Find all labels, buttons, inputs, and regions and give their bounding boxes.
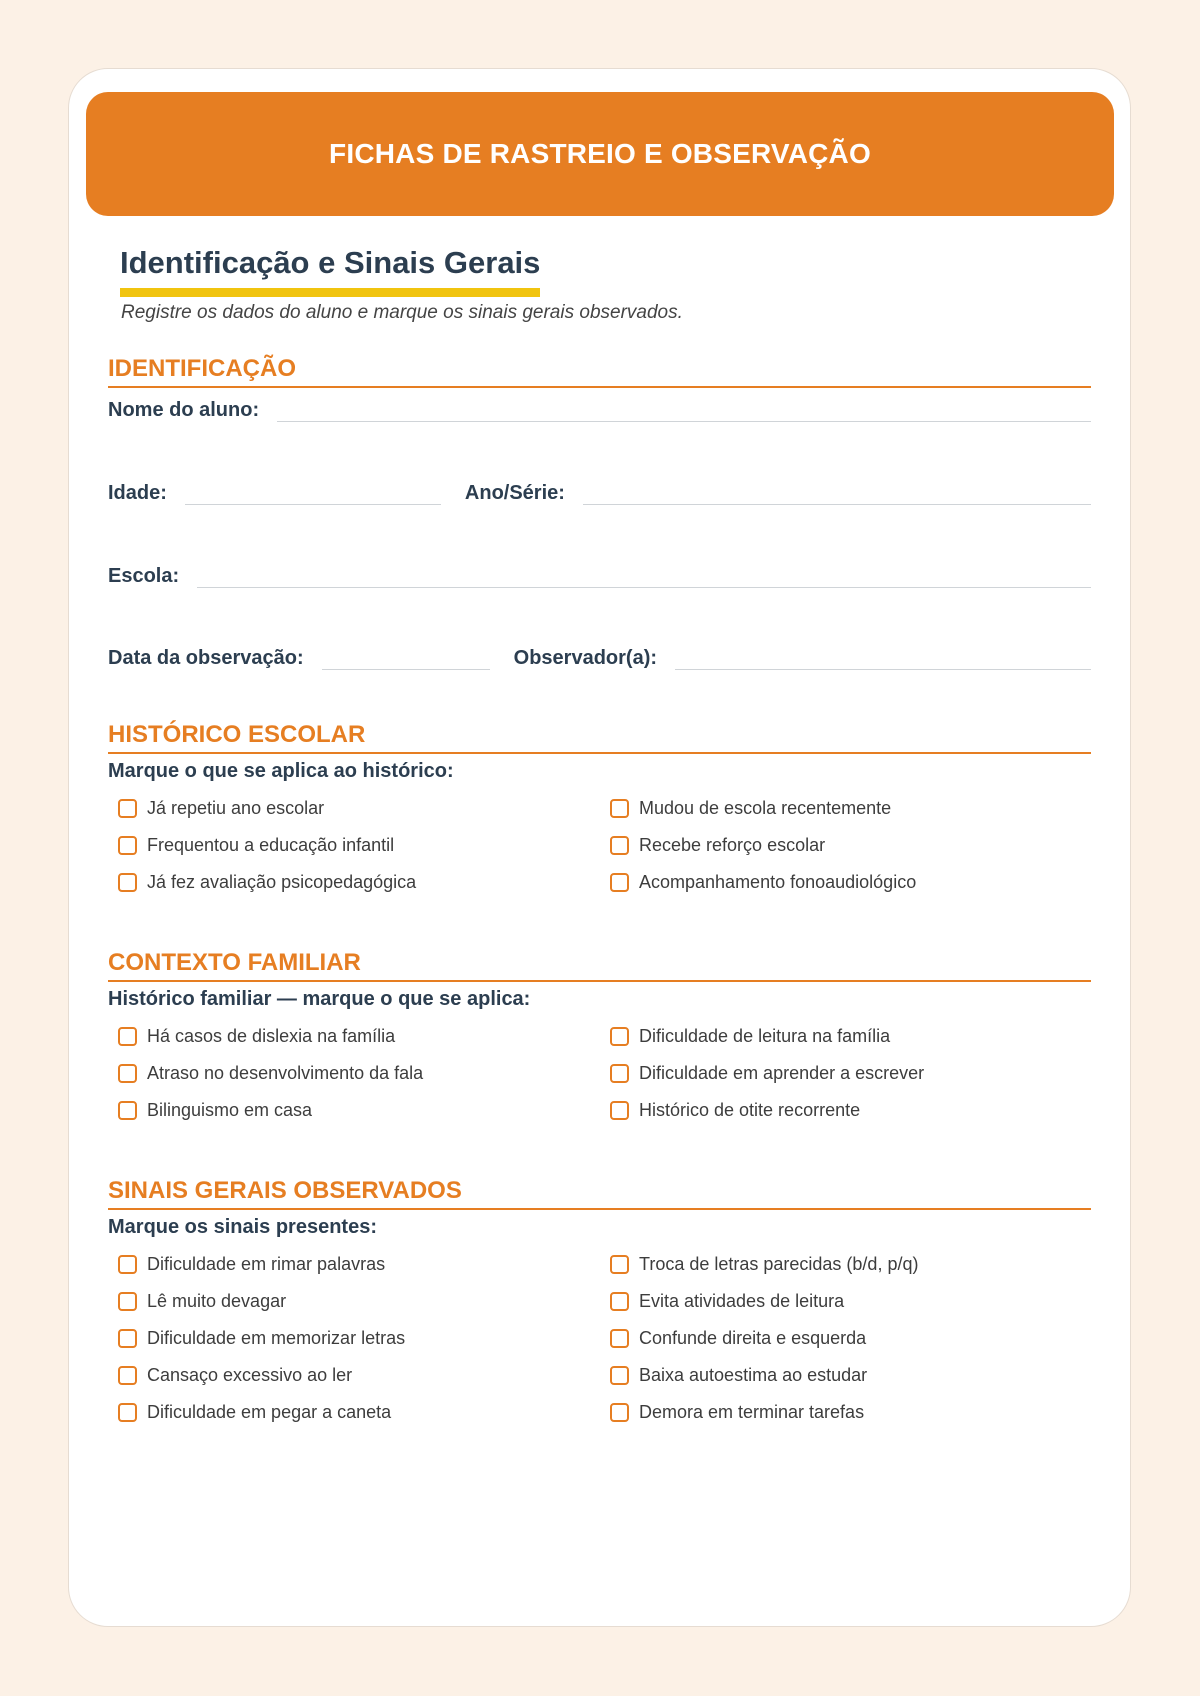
checkbox[interactable] (118, 1329, 137, 1348)
checkbox[interactable] (118, 1292, 137, 1311)
checklist-item[interactable]: Troca de letras parecidas (b/d, p/q) (610, 1254, 1091, 1274)
section-heading-identificacao: IDENTIFICAÇÃO (108, 354, 1091, 388)
nome-field[interactable] (277, 403, 1091, 422)
checkbox[interactable] (610, 1403, 629, 1422)
data-field[interactable] (322, 651, 490, 670)
checklist-item[interactable]: Acompanhamento fonoaudiológico (610, 872, 1091, 892)
checklist-item[interactable]: Histórico de otite recorrente (610, 1100, 1091, 1120)
header-banner (86, 92, 1114, 216)
checklist-item[interactable]: Dificuldade de leitura na família (610, 1026, 1091, 1046)
checkbox[interactable] (610, 1255, 629, 1274)
checklist-item[interactable]: Mudou de escola recentemente (610, 798, 1091, 818)
label-escola: Escola: (108, 565, 180, 587)
form-title: FICHAS DE RASTREIO E OBSERVAÇÃO (329, 138, 871, 169)
checklist-item[interactable]: Recebe reforço escolar (610, 835, 1091, 855)
checklist-item[interactable]: Há casos de dislexia na família (118, 1026, 610, 1046)
checkbox[interactable] (610, 1329, 629, 1348)
instructions-text: Registre os dados do aluno e marque os sinais gerais observados. (121, 302, 683, 323)
section-heading-familiar: CONTEXTO FAMILIAR (108, 948, 1091, 982)
checklist-item[interactable]: Dificuldade em pegar a caneta (118, 1402, 610, 1422)
checkbox[interactable] (118, 1366, 137, 1385)
checkbox[interactable] (118, 1403, 137, 1422)
label-data: Data da observação: (108, 647, 304, 669)
ano-serie-field[interactable] (583, 486, 1091, 505)
checklist-item[interactable]: Baixa autoestima ao estudar (610, 1365, 1091, 1385)
historico-prompt: Marque o que se aplica ao histórico: (108, 760, 454, 782)
checkbox[interactable] (610, 1101, 629, 1120)
checklist-item[interactable]: Frequentou a educação infantil (118, 835, 610, 855)
checkbox[interactable] (118, 873, 137, 892)
checkbox[interactable] (118, 836, 137, 855)
historico-checklist (118, 798, 1091, 892)
checkbox[interactable] (610, 836, 629, 855)
checklist-item[interactable]: Atraso no desenvolvimento da fala (118, 1063, 610, 1083)
page-subtitle: Identificação e Sinais Gerais (120, 244, 540, 297)
checkbox[interactable] (118, 1064, 137, 1083)
checklist-item[interactable]: Demora em terminar tarefas (610, 1402, 1091, 1422)
field-row-escola (108, 558, 1091, 588)
checkbox[interactable] (610, 873, 629, 892)
checkbox[interactable] (610, 1027, 629, 1046)
checkbox[interactable] (610, 1366, 629, 1385)
sinais-checklist (118, 1254, 1091, 1422)
checkbox[interactable] (118, 799, 137, 818)
observador-field[interactable] (675, 651, 1091, 670)
section-heading-historico: HISTÓRICO ESCOLAR (108, 720, 1091, 754)
checklist-item[interactable]: Bilinguismo em casa (118, 1100, 610, 1120)
checklist-item[interactable]: Já fez avaliação psicopedagógica (118, 872, 610, 892)
label-idade: Idade: (108, 482, 167, 504)
checkbox[interactable] (118, 1027, 137, 1046)
checklist-item[interactable]: Já repetiu ano escolar (118, 798, 610, 818)
checklist-item[interactable]: Dificuldade em aprender a escrever (610, 1063, 1091, 1083)
checkbox[interactable] (610, 1292, 629, 1311)
familiar-prompt: Histórico familiar — marque o que se aplica: (108, 988, 531, 1010)
field-row-data-observador (108, 640, 1091, 670)
checklist-item[interactable]: Evita atividades de leitura (610, 1291, 1091, 1311)
checkbox[interactable] (118, 1255, 137, 1274)
checklist-item[interactable]: Dificuldade em memorizar letras (118, 1328, 610, 1348)
checkbox[interactable] (610, 799, 629, 818)
checkbox[interactable] (118, 1101, 137, 1120)
field-row-idade-ano (108, 475, 1091, 505)
checklist-item[interactable]: Dificuldade em rimar palavras (118, 1254, 610, 1274)
idade-field[interactable] (185, 486, 441, 505)
escola-field[interactable] (197, 569, 1091, 588)
checklist-item[interactable]: Lê muito devagar (118, 1291, 610, 1311)
label-observador: Observador(a): (513, 647, 658, 669)
section-heading-sinais: SINAIS GERAIS OBSERVADOS (108, 1176, 1091, 1210)
label-ano-serie: Ano/Série: (464, 482, 565, 504)
sinais-prompt: Marque os sinais presentes: (108, 1216, 377, 1238)
familiar-checklist (118, 1026, 1091, 1120)
checkbox[interactable] (610, 1064, 629, 1083)
label-nome: Nome do aluno: (108, 399, 260, 421)
checklist-item[interactable]: Confunde direita e esquerda (610, 1328, 1091, 1348)
field-row-nome (108, 392, 1091, 422)
checklist-item[interactable]: Cansaço excessivo ao ler (118, 1365, 610, 1385)
